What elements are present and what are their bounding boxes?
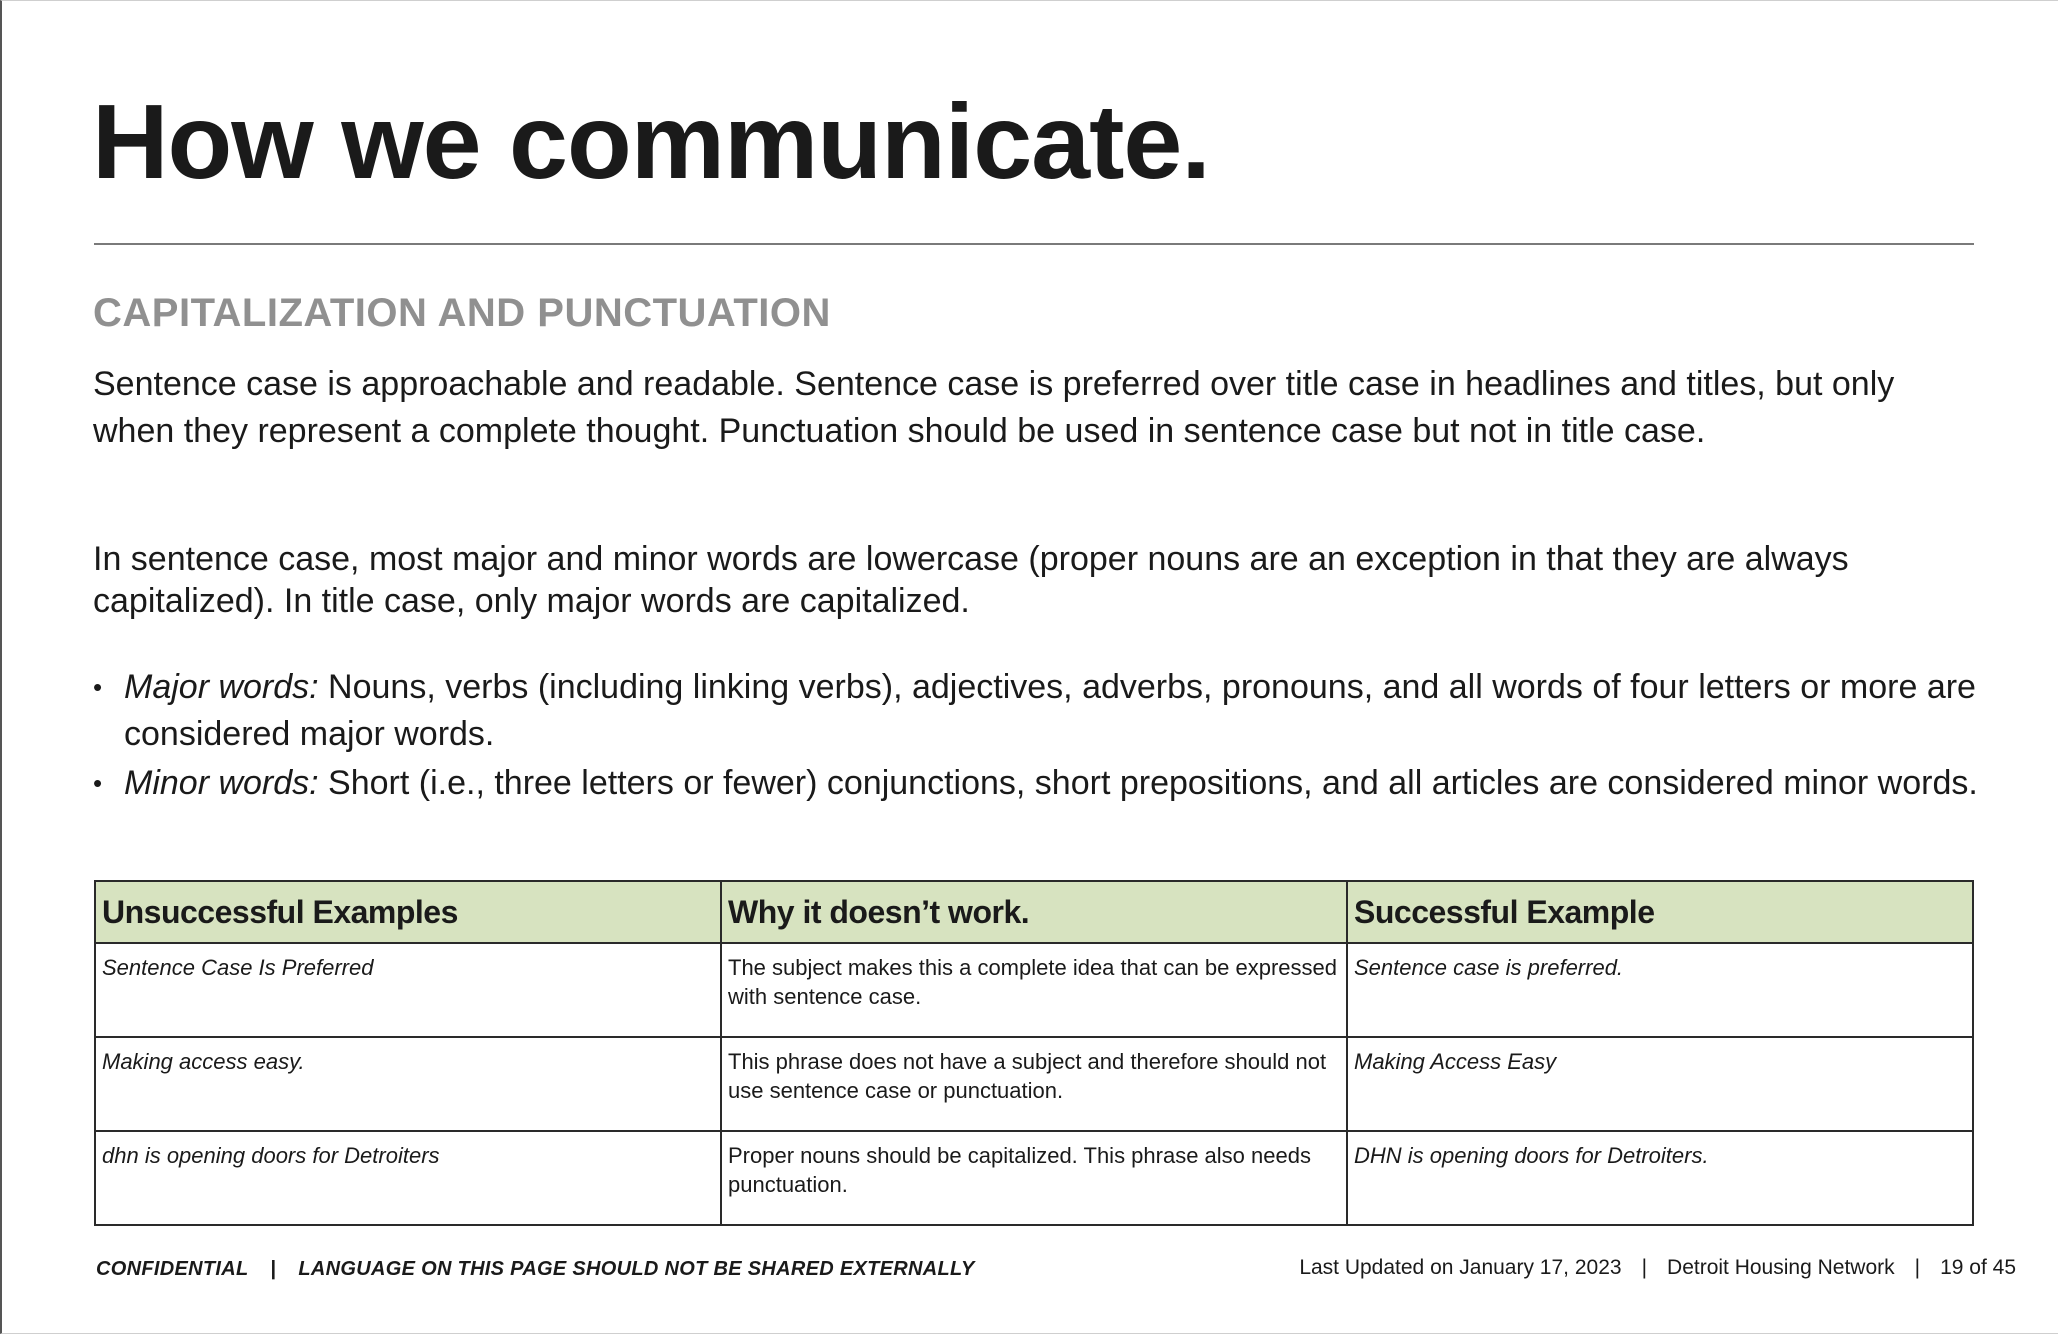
confidential-label: CONFIDENTIAL xyxy=(96,1258,249,1280)
unsuccessful-example-cell: Making access easy. xyxy=(95,1037,721,1131)
list-item-minor-words xyxy=(93,760,1983,807)
bullet-text: Short (i.e., three letters or fewer) conjunctions, short prepositions, and all articles are considered minor words. xyxy=(318,764,1978,802)
paragraph-sentence-case: Sentence case is approachable and readable. Sentence case is preferred over title case in headlines and titles, but only when they represent a complete thought. Punctuation should be used in sentence case but not in title case. xyxy=(93,365,1895,450)
bullet-text: Nouns, verbs (including linking verbs), adjectives, adverbs, pronouns, and all words of four letters or more are considered major words. xyxy=(124,668,1976,753)
reason-cell: Proper nouns should be capitalized. This phrase also needs punctuation. xyxy=(721,1131,1347,1225)
paragraph-title-case: In sentence case, most major and minor words are lowercase (proper nouns are an exception in that they are always capitalized). In title case, only major words are capitalized. xyxy=(93,540,1849,620)
table-row xyxy=(95,1131,1973,1225)
page-number: 19 of 45 xyxy=(1940,1256,2016,1279)
word-types-list xyxy=(93,664,1983,809)
reason-cell: The subject makes this a complete idea that can be expressed with sentence case. xyxy=(721,943,1347,1037)
footer-meta xyxy=(1299,1256,2016,1280)
footer-separator: | xyxy=(1914,1256,1921,1279)
bullet-term: Major words: xyxy=(124,668,319,706)
page-title: How we communicate. xyxy=(92,83,1210,201)
organization-name: Detroit Housing Network xyxy=(1667,1256,1895,1279)
header-why-it-doesnt-work: Why it doesn’t work. xyxy=(721,881,1347,943)
bullet-icon: • xyxy=(93,768,103,798)
footer-confidential-notice xyxy=(96,1258,975,1281)
table-header-row xyxy=(95,881,1973,943)
unsuccessful-example-cell: Sentence Case Is Preferred xyxy=(95,943,721,1037)
footer-separator: | xyxy=(270,1258,277,1280)
table-row xyxy=(95,943,1973,1037)
successful-example-cell: Making Access Easy xyxy=(1347,1037,1973,1131)
header-unsuccessful-examples: Unsuccessful Examples xyxy=(95,881,721,943)
successful-example-cell: Sentence case is preferred. xyxy=(1347,943,1973,1037)
table-row xyxy=(95,1037,1973,1131)
examples-table xyxy=(94,880,1974,1226)
bullet-icon: • xyxy=(93,672,103,702)
successful-example-cell: DHN is opening doors for Detroiters. xyxy=(1347,1131,1973,1225)
header-successful-example: Successful Example xyxy=(1347,881,1973,943)
sharing-notice: LANGUAGE ON THIS PAGE SHOULD NOT BE SHARED EXTERNALLY xyxy=(298,1258,975,1280)
reason-cell: This phrase does not have a subject and therefore should not use sentence case or punctuation. xyxy=(721,1037,1347,1131)
footer-separator: | xyxy=(1641,1256,1648,1279)
section-heading: CAPITALIZATION AND PUNCTUATION xyxy=(93,291,831,335)
title-divider xyxy=(94,243,1974,245)
unsuccessful-example-cell: dhn is opening doors for Detroiters xyxy=(95,1131,721,1225)
bullet-term: Minor words: xyxy=(124,764,319,802)
last-updated: Last Updated on January 17, 2023 xyxy=(1299,1256,1622,1279)
list-item-major-words xyxy=(93,664,1983,758)
